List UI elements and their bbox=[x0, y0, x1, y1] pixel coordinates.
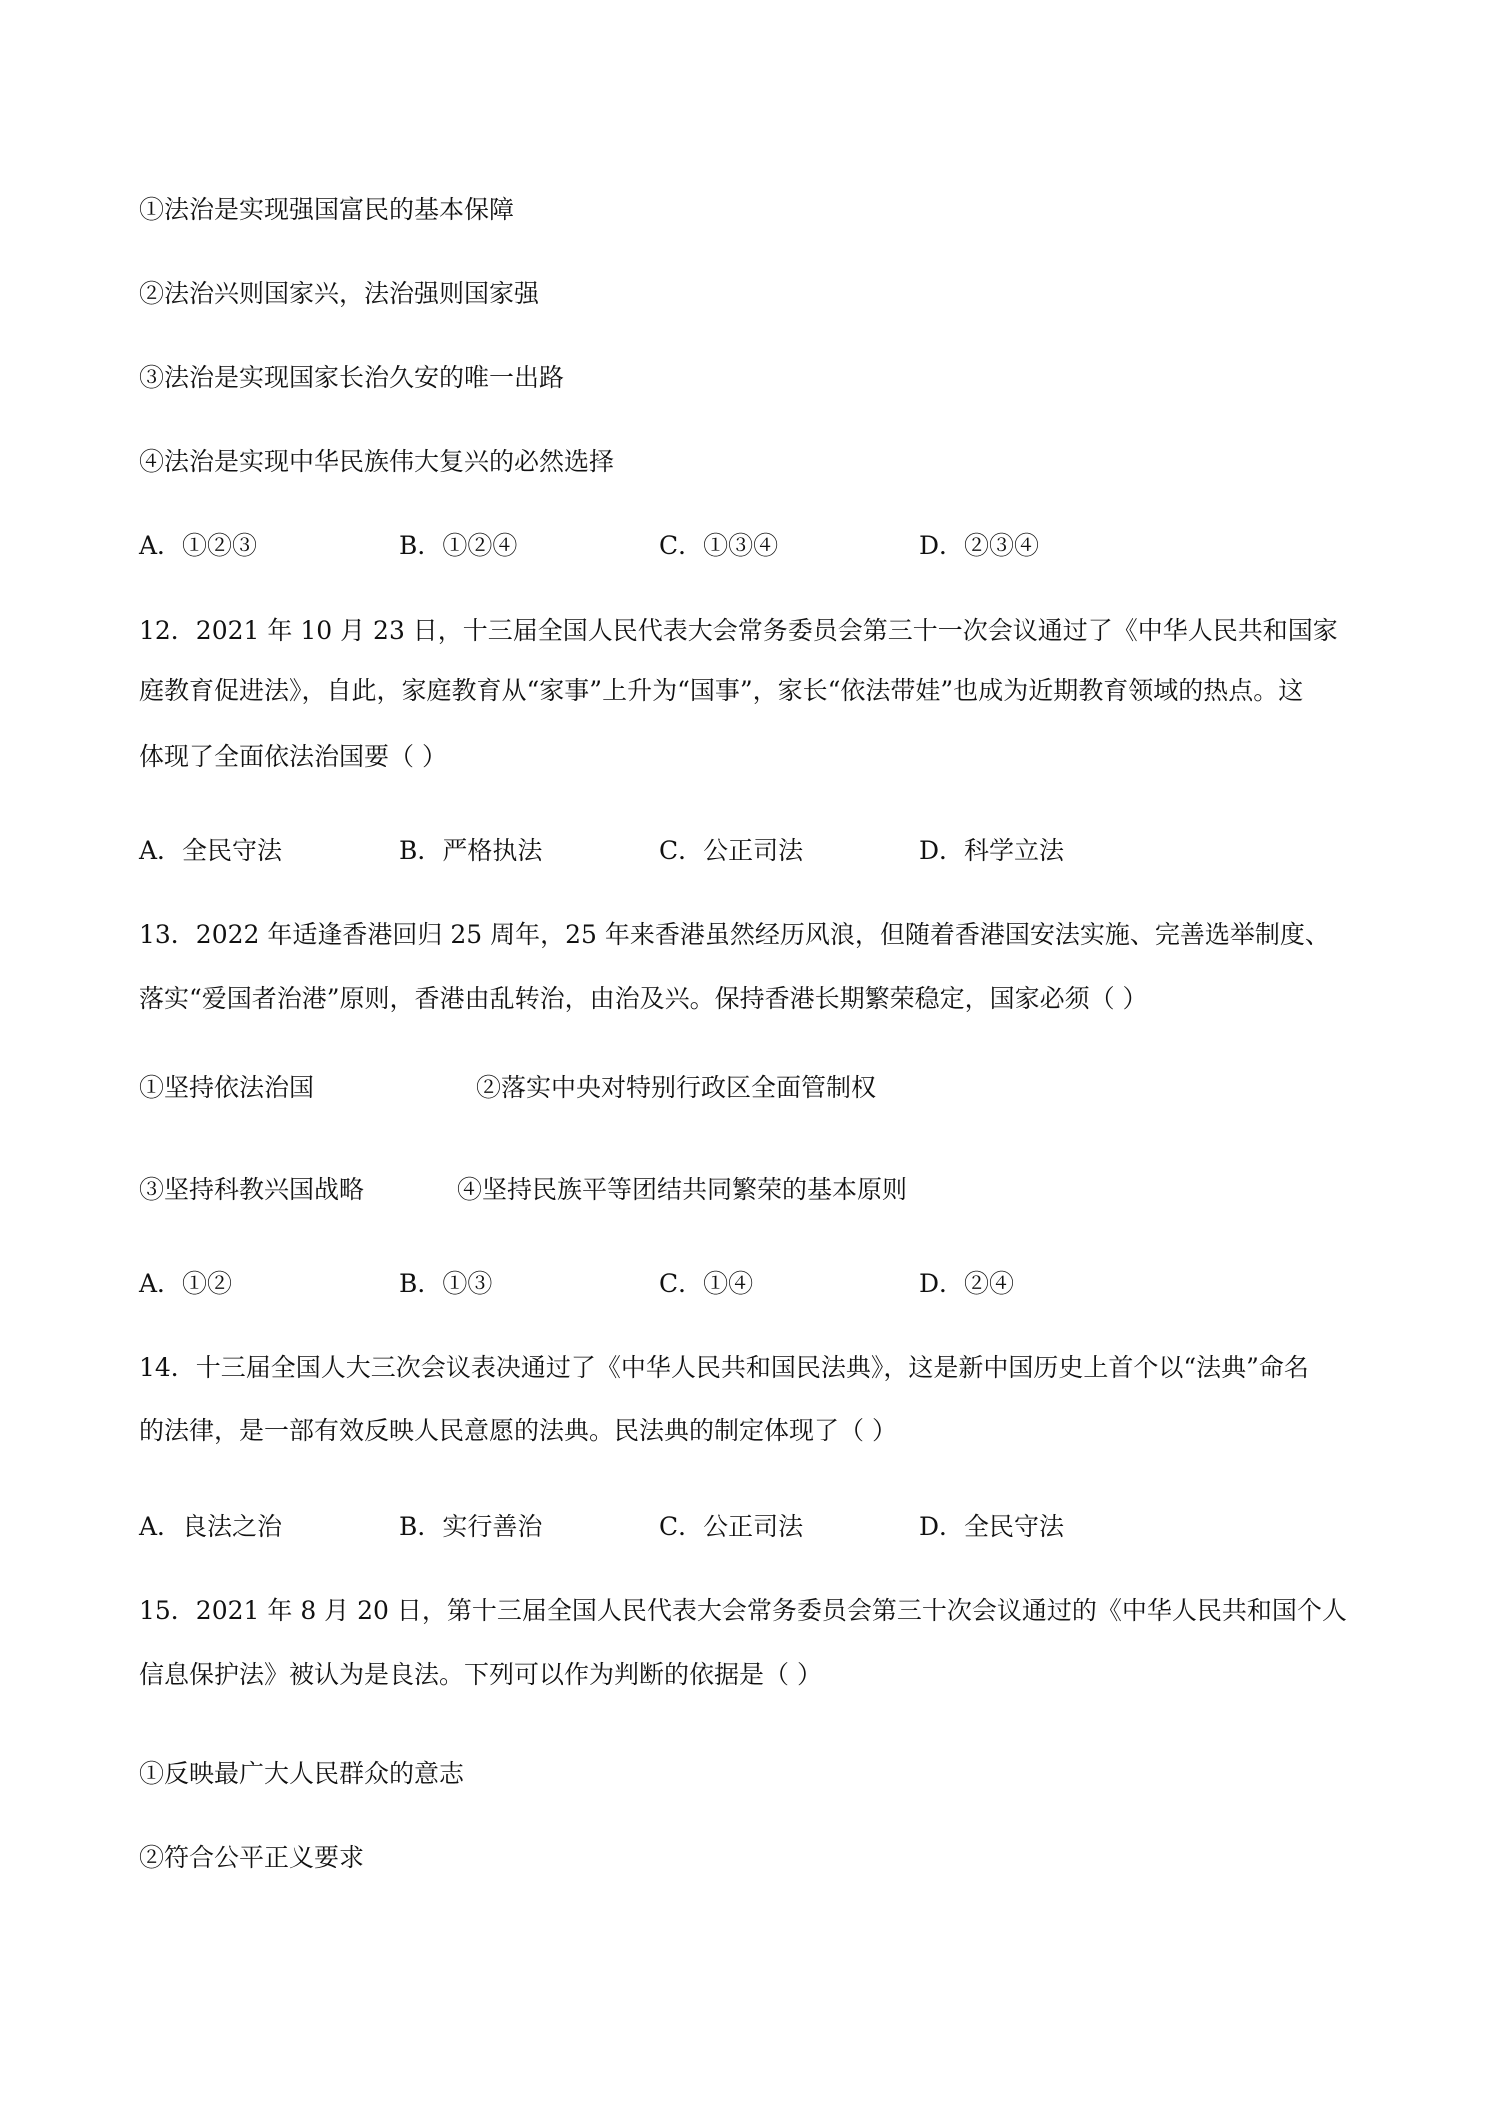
q13-item-3: ③坚持科教兴国战略 bbox=[139, 1175, 365, 1204]
q13-item-4: ④坚持民族平等团结共同繁荣的基本原则 bbox=[457, 1175, 908, 1204]
q15-line-1: 15．2021 年 8 月 20 日，第十三届全国人民代表大会常务委员会第三十次会议通过的《中华人民共和国个人 bbox=[139, 1596, 1347, 1625]
q11-item-3: ③法治是实现国家长治久安的唯一出路 bbox=[139, 363, 565, 392]
q14-option-a: A．良法之治 bbox=[139, 1512, 283, 1541]
q14-option-b: B．实行善治 bbox=[399, 1512, 543, 1541]
q13-item-1: ①坚持依法治国 bbox=[139, 1073, 315, 1102]
q13-line-2: 落实“爱国者治港”原则，香港由乱转治，由治及兴。保持香港长期繁荣稳定，国家必须（ ） bbox=[139, 984, 1148, 1013]
q14-option-c: C．公正司法 bbox=[659, 1512, 804, 1541]
q13-line-1: 13．2022 年适逢香港回归 25 周年，25 年来香港虽然经历风浪，但随着香港国安法实施、完善选举制度、 bbox=[139, 920, 1330, 949]
q15-line-2: 信息保护法》被认为是良法。下列可以作为判断的依据是（ ） bbox=[139, 1660, 822, 1689]
q13-option-d: D．②④ bbox=[919, 1269, 1015, 1298]
q14-option-d: D．全民守法 bbox=[919, 1512, 1065, 1541]
q13-item-2: ②落实中央对特别行政区全面管制权 bbox=[476, 1073, 877, 1102]
q12-option-b: B．严格执法 bbox=[399, 836, 543, 865]
q14-line-2: 的法律，是一部有效反映人民意愿的法典。民法典的制定体现了（ ） bbox=[139, 1416, 897, 1445]
q12-option-a: A．全民守法 bbox=[139, 836, 283, 865]
q13-option-c: C．①④ bbox=[659, 1269, 754, 1298]
q11-option-c: C．①③④ bbox=[659, 531, 779, 560]
q12-line-1: 12．2021 年 10 月 23 日，十三届全国人民代表大会常务委员会第三十一次会议通过了《中华人民共和国家 bbox=[139, 616, 1338, 645]
q11-item-1: ①法治是实现强国富民的基本保障 bbox=[139, 195, 515, 224]
q14-line-1: 14．十三届全国人大三次会议表决通过了《中华人民共和国民法典》，这是新中国历史上首个以“法典”命名 bbox=[139, 1353, 1309, 1382]
q11-option-b: B．①②④ bbox=[399, 531, 518, 560]
q11-option-d: D．②③④ bbox=[919, 531, 1040, 560]
q12-line-2: 庭教育促进法》，自此，家庭教育从“家事”上升为“国事”，家长“依法带娃”也成为近期教育领域的热点。这 bbox=[139, 676, 1304, 705]
q11-item-4: ④法治是实现中华民族伟大复兴的必然选择 bbox=[139, 447, 615, 476]
q15-item-2: ②符合公平正义要求 bbox=[139, 1843, 365, 1872]
q12-option-c: C．公正司法 bbox=[659, 836, 804, 865]
q12-line-3: 体现了全面依法治国要（ ） bbox=[139, 742, 447, 771]
q13-option-a: A．①② bbox=[139, 1269, 233, 1298]
q12-option-d: D．科学立法 bbox=[919, 836, 1065, 865]
q11-option-a: A．①②③ bbox=[139, 531, 258, 560]
q11-item-2: ②法治兴则国家兴，法治强则国家强 bbox=[139, 279, 540, 308]
q15-item-1: ①反映最广大人民群众的意志 bbox=[139, 1759, 465, 1788]
q13-option-b: B．①③ bbox=[399, 1269, 493, 1298]
